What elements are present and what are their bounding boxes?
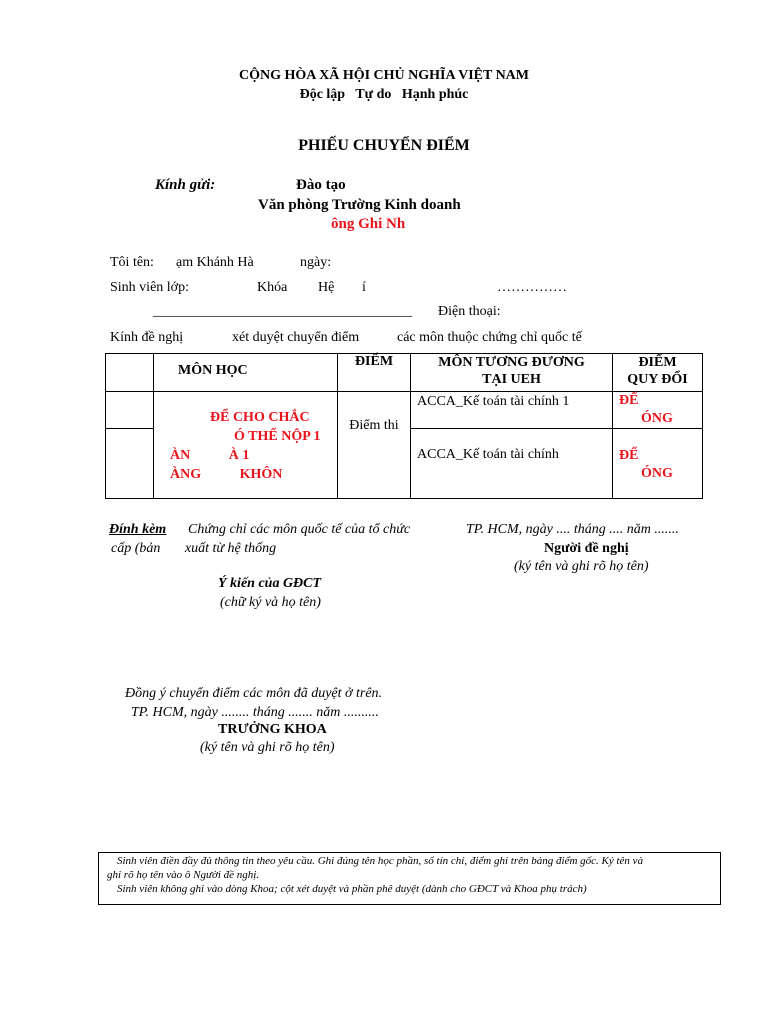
gdct-title: Ý kiến của GĐCT [218,576,322,591]
table-header-conv-line2: QUY ĐỔI [627,372,688,387]
footer-note-1: Sinh viên điền đầy đủ thông tin theo yêu cầu. Ghi đúng tên học phần, số tín chỉ, điểm ghi trên bảng điểm gốc. Ký tên và [117,855,644,867]
table-header-conv [613,354,703,392]
subject-cell [154,392,338,499]
national-motto: Độc lập Tự do Hạnh phúc [299,87,469,102]
name-label: Tôi tên: [110,255,154,270]
date-label: ngày: [300,255,332,270]
form-title: PHIẾU CHUYỂN ĐIỂM [298,137,470,154]
conv-line-1: ĐỂ [619,393,639,408]
table-header-equiv [411,354,613,392]
row-index-cell [106,429,154,499]
dean-note: (ký tên và ghi rõ họ tên) [200,740,335,755]
gdct-note: (chữ ký và họ tên) [220,595,321,610]
conv-line-2: ÓNG [641,466,673,481]
table-row [106,392,703,429]
subject-table [105,353,703,499]
blank-line: _____________________________________ [153,304,412,319]
table-header-equiv-line2: TẠI UEH [482,372,541,387]
table-header-score: ĐIỂM [338,354,411,392]
national-title: CỘNG HÒA XÃ HỘI CHỦ NGHĨA VIỆT NAM [238,68,529,83]
approval-line-1: Đồng ý chuyển điểm các môn đã duyệt ở trên. [125,686,383,701]
approval-line-2: TP. HCM, ngày ........ tháng ....... năm .......... [131,705,379,720]
request-text-b: xét duyệt chuyển điểm [232,330,360,345]
class-label: Sinh viên lớp: [110,280,189,295]
class-dots: …………… [497,280,567,295]
subject-line-3: ÀN À 1 [170,448,250,463]
recipient-line-3: ông Ghi Nh [331,216,406,232]
name-value: ạm Khánh Hà [176,255,254,270]
footer-note-2: ghi rõ họ tên vào ô Người đề nghị. [107,869,260,881]
table-header-subject: MÔN HỌC [154,354,338,392]
request-text-a: Kính đề nghị [110,330,184,345]
row-index-cell [106,392,154,429]
table-header-blank [106,354,154,392]
footer-note-3: Sinh viên không ghi vào dòng Khoa; cột xét duyệt và phần phê duyệt (dành cho GĐCT và Khoa phụ trách) [117,883,587,895]
recipient-line-2: Văn phòng Trường Kinh doanh [258,197,461,213]
subject-line-1: ĐỂ CHO CHẮC [210,410,310,425]
equiv-cell: ACCA_Kế toán tài chính [411,429,613,499]
table-header-conv-line1: ĐIỂM [638,355,677,370]
table-header-equiv-line1: MÔN TƯƠNG ĐƯƠNG [438,355,585,370]
score-cell: Điểm thi [338,392,411,499]
conv-line-2: ÓNG [641,411,673,426]
attachment-label: Đính kèm [109,522,167,537]
recipient-label: Kính gửi: [155,177,216,193]
conv-cell [613,392,703,429]
attachment-line-1: Chứng chỉ các môn quốc tế của tổ chức [188,522,411,537]
footer-notes-box [98,852,721,905]
system-label: Hệ [318,280,335,295]
phone-label: Điện thoại: [438,304,501,319]
requester-title: Người đề nghị [544,541,629,556]
attachment-line-2: cấp (bản xuất từ hệ thống [111,541,277,556]
sign-date-line: TP. HCM, ngày .... tháng .... năm ....... [466,522,679,537]
conv-line-1: ĐỂ [619,448,639,463]
equiv-cell: ACCA_Kế toán tài chính 1 [411,392,613,429]
requester-note: (ký tên và ghi rõ họ tên) [514,559,649,574]
request-text-c: các môn thuộc chứng chỉ quốc tế [397,330,582,345]
recipient-line-1: Đào tạo [296,177,346,193]
system-value: í [362,280,366,295]
subject-line-4: ÀNG KHÔN [170,467,283,482]
dean-title: TRƯỞNG KHOA [218,722,327,737]
subject-line-2: Ó THỂ NỘP 1 [234,429,321,444]
conv-cell [613,429,703,499]
course-label: Khóa [257,280,288,295]
